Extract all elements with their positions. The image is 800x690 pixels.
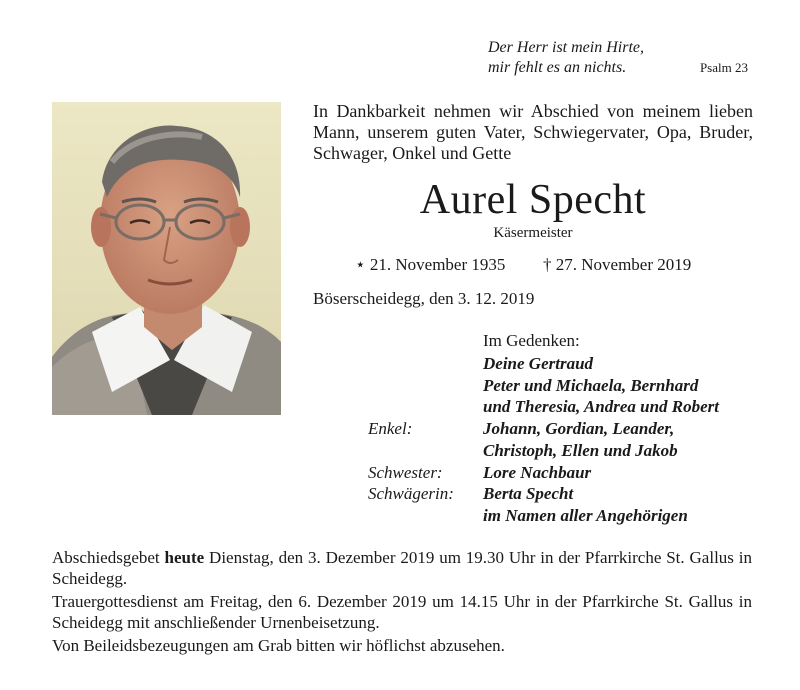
mourner-names: Peter und Michaela, Bernhard — [483, 375, 699, 395]
mourner-names: und Theresia, Andrea und Robert — [483, 397, 719, 417]
mourner-row — [368, 375, 768, 397]
mourner-label: Enkel: — [368, 419, 413, 439]
portrait-illustration — [52, 102, 281, 415]
service-notes — [52, 548, 752, 660]
mourner-row — [368, 418, 768, 440]
mourner-names: Johann, Gordian, Leander, — [483, 419, 675, 439]
mourner-row — [368, 505, 768, 527]
mourner-label — [368, 375, 483, 397]
deceased-name: Aurel Specht — [419, 177, 647, 223]
funeral-note: Trauergottesdienst am Freitag, den 6. Dezember 2019 um 14.15 Uhr in der Pfarrkirche St. Gallus in Scheidegg mit anschließender Urnenbeisetzung. — [52, 592, 752, 632]
mourner-label — [368, 505, 483, 527]
portrait-photo — [52, 102, 281, 415]
psalm-quote — [488, 38, 644, 78]
psalm-line-1: Der Herr ist mein Hirte, — [488, 39, 644, 56]
mourner-label: Schwägerin: — [368, 484, 454, 504]
mourner-names: Berta Specht — [483, 484, 574, 504]
mourner-label — [368, 396, 483, 418]
prayer-details: Dienstag, den 3. Dezember 2019 um 19.30 Uhr in der Pfarrkirche St. Gallus in Scheidegg. — [52, 548, 753, 588]
prayer-note — [52, 548, 752, 589]
psalm-reference: Psalm 23 — [699, 60, 748, 75]
mourner-row — [368, 462, 768, 484]
birth-date: ⋆ 21. November 1935 — [355, 255, 506, 274]
mourner-label: Schwester: — [368, 462, 443, 482]
place-and-date: Böserscheidegg, den 3. 12. 2019 — [313, 289, 535, 308]
mourner-names: Christoph, Ellen und Jakob — [483, 440, 678, 460]
mourner-names: im Namen aller Angehörigen — [483, 505, 688, 525]
death-date: † 27. November 2019 — [543, 255, 692, 274]
occupation: Käsermeister — [493, 225, 573, 241]
intro-text: In Dankbarkeit nehmen wir Abschied von meinem lieben Mann, unserem guten Vater, Schwiegervater, Opa, Bruder, Schwager, Onkel und Gette — [313, 101, 753, 163]
mourner-row — [368, 440, 768, 462]
mourner-row — [368, 353, 768, 375]
mourner-label — [368, 353, 483, 375]
mourner-row — [368, 396, 768, 418]
mourner-names: Deine Gertraud — [483, 354, 594, 373]
prayer-prefix: Abschiedsgebet — [52, 548, 165, 567]
mourner-label — [368, 440, 483, 462]
psalm-line-2: mir fehlt es an nichts. — [488, 59, 627, 76]
mourner-row — [368, 483, 768, 505]
condolence-note: Von Beileidsbezeugungen am Grab bitten wir höflichst abzusehen. — [52, 636, 505, 655]
prayer-today: heute — [164, 548, 205, 567]
mourners-list — [368, 353, 768, 527]
memoriam-heading: Im Gedenken: — [483, 331, 580, 350]
mourner-names: Lore Nachbaur — [483, 462, 592, 482]
